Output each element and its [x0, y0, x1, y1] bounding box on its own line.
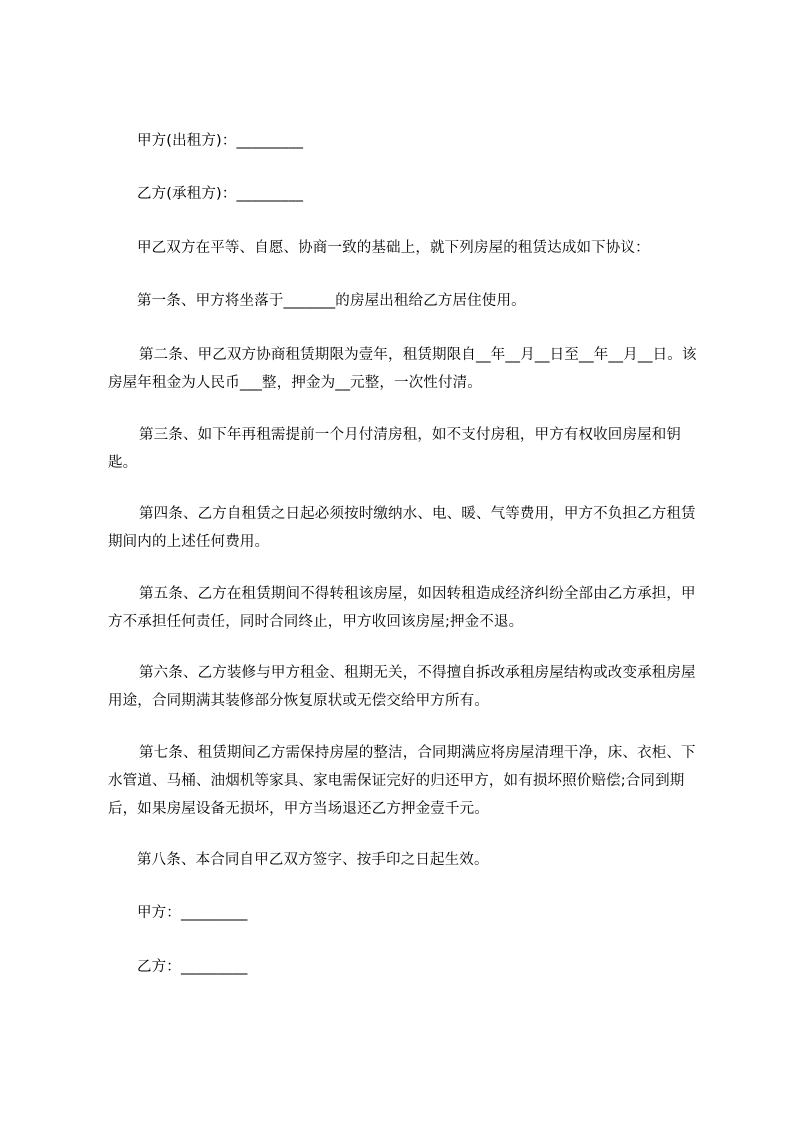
clause-4: 第四条、乙方自租赁之日起必须按时缴纳水、电、暖、气等费用，甲方不负担乙方租赁期间内的上述任何费用。: [108, 506, 696, 550]
clause-2: 第二条、甲乙双方协商租赁期限为壹年，租赁期限自__年__月__日至__年__月__日。该房屋年租金为人民币___整，押金为__元整，一次性付清。: [108, 347, 697, 391]
party-a-line: 甲方(出租方)：_________: [137, 133, 304, 149]
clause-6: 第六条、乙方装修与甲方租金、租期无关，不得擅自拆改承租房屋结构或改变承租房屋用途，合同期满其装修部分恢复原状或无偿交给甲方所有。: [108, 665, 696, 709]
clause-5: 第五条、乙方在租赁期间不得转租该房屋，如因转租造成经济纠纷全部由乙方承担，甲方不承担任何责任，同时合同终止，甲方收回该房屋;押金不退。: [108, 586, 696, 630]
clause-8: 第八条、本合同自甲乙双方签字、按手印之日起生效。: [137, 852, 489, 868]
intro-paragraph: 甲乙双方在平等、自愿、协商一致的基础上，就下列房屋的租赁达成如下协议：: [137, 240, 650, 256]
clause-3: 第三条、如下年再租需提前一个月付清房租，如不支付房租，甲方有权收回房屋和钥匙。: [108, 427, 682, 471]
clause-1: 第一条、甲方将坐落于_______的房屋出租给乙方居住使用。: [137, 293, 526, 309]
signature-party-a: 甲方：_________: [137, 905, 248, 921]
signature-party-b: 乙方：_________: [137, 959, 248, 975]
clause-7: 第七条、租赁期间乙方需保持房屋的整洁，合同期满应将房屋清理干净，床、衣柜、下水管道、马桶、油烟机等家具、家电需保证完好的归还甲方，如有损坏照价赔偿;合同到期后，如果房屋设备无损坏，甲方当场退还乙方押金壹千元。: [108, 745, 696, 817]
party-b-line: 乙方(承租方)：_________: [137, 186, 304, 202]
